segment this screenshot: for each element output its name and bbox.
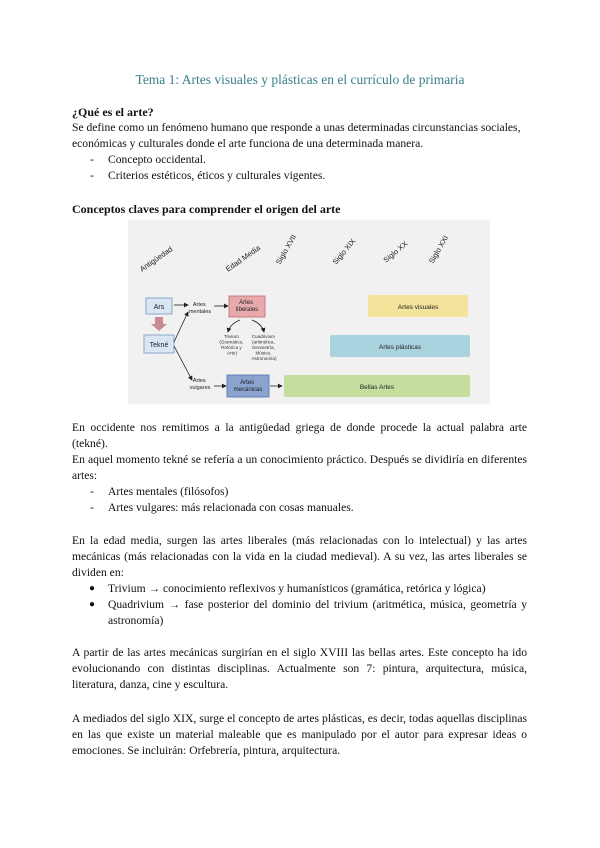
list-item: - Artes vulgares: más relacionada con cosas manuales. (72, 500, 527, 516)
section-heading-key-concepts: Conceptos claves para comprender el origen del arte (72, 202, 341, 216)
section-fine-arts (72, 645, 527, 693)
period-label: Antigüedad (137, 244, 175, 274)
period-label: Siglo XVII (273, 232, 299, 266)
section-what-is-art (72, 104, 527, 184)
bullet-icon: ● (89, 599, 96, 610)
cuadrivium-label: Cuadrivium (aritmética, Geometría, Música, Astronomía) (251, 334, 277, 361)
artes-plasticas-label: Artes plásticas (378, 344, 422, 351)
arrow (174, 346, 192, 380)
branch-arrow (228, 320, 240, 332)
document-title: Tema 1: Artes visuales y plásticas en el currículo de primaria (135, 72, 465, 87)
dash-list (72, 152, 527, 184)
list-item: ● Quadrivium → fase posterior del dominio del trivium (aritmética, música, geometría y astronomía) (89, 598, 527, 627)
tekne-label: Tekné (149, 342, 169, 349)
artes-vulgares-label: Artes vulgares (189, 378, 211, 391)
pink-down-arrow (151, 317, 167, 331)
paragraph: En aquel momento tekné se refería a un conocimiento práctico. Después se dividiría en diferentes artes: (72, 453, 527, 482)
section-plastic-arts (72, 711, 527, 759)
section-heading: ¿Qué es el arte? (72, 105, 154, 119)
trivium-label: Trivium (Gramática, Retórica y Arte) (219, 334, 244, 356)
paragraph: Se define como un fenómeno humano que responde a unas determinadas circunstancias sociales, económicas y culturales donde el arte funciona de una determinada manera. (72, 121, 521, 150)
artes-liberales-label: Artes liberales (235, 300, 259, 313)
period-label: Siglo XIX (330, 236, 358, 267)
paragraph: En occidente nos remitimos a la antigüedad griega de donde procede la actual palabra arte (tekné). (72, 421, 527, 450)
paragraph: A mediados del siglo XIX, surge el concepto de artes plásticas, es decir, todas aquellas disciplinas en las que existe un material maleable que es manipulado por el autor para expresar ideas o emociones. Se incluirán: Orfebrería, pintura, arquitectura. (72, 712, 527, 757)
artes-mentales-label: Artes mentales (188, 302, 212, 315)
ars-label: Ars (153, 304, 165, 311)
paragraph: A partir de las artes mecánicas surgirían en el siglo XVIII las bellas artes. Este concepto ha ido evolucionando con distintas disciplinas. Actualmente son 7: pintura, arquitectura, música, literatura, danza, cine y escultura. (72, 646, 527, 691)
section-middle-ages (72, 533, 527, 629)
list-item: - Concepto occidental. (72, 152, 527, 168)
period-label: Edad Media (223, 243, 262, 274)
paragraph: En la edad media, surgen las artes liberales (más relacionadas con lo intelectual) y las artes mecánicas (más relacionadas con la vida en la ciudad medieval). A su vez, las artes liberales se dividen en: (72, 534, 527, 579)
bellas-artes-label: Bellas Artes (359, 384, 395, 391)
art-origin-diagram (128, 220, 490, 404)
list-item: ● Trivium → conocimiento reflexivos y humanísticos (gramática, retórica y lógica) (89, 582, 486, 595)
branch-arrow (252, 320, 264, 332)
artes-mecanicas-box (227, 375, 269, 397)
bullet-list (72, 581, 527, 629)
section-greek-origin (72, 420, 527, 516)
period-label: Siglo XX (381, 239, 410, 265)
period-label: Siglo XXI (426, 233, 451, 265)
list-item: - Criterios estéticos, éticos y culturales vigentes. (72, 168, 527, 184)
bullet-icon: ● (89, 583, 96, 594)
artes-visuales-label: Artes visuales (397, 304, 439, 311)
artes-mecanicas-label: Artes mecánicas (233, 380, 263, 393)
arrow (174, 312, 188, 342)
dash-list (72, 484, 527, 516)
list-item: - Artes mentales (filósofos) (72, 484, 527, 500)
